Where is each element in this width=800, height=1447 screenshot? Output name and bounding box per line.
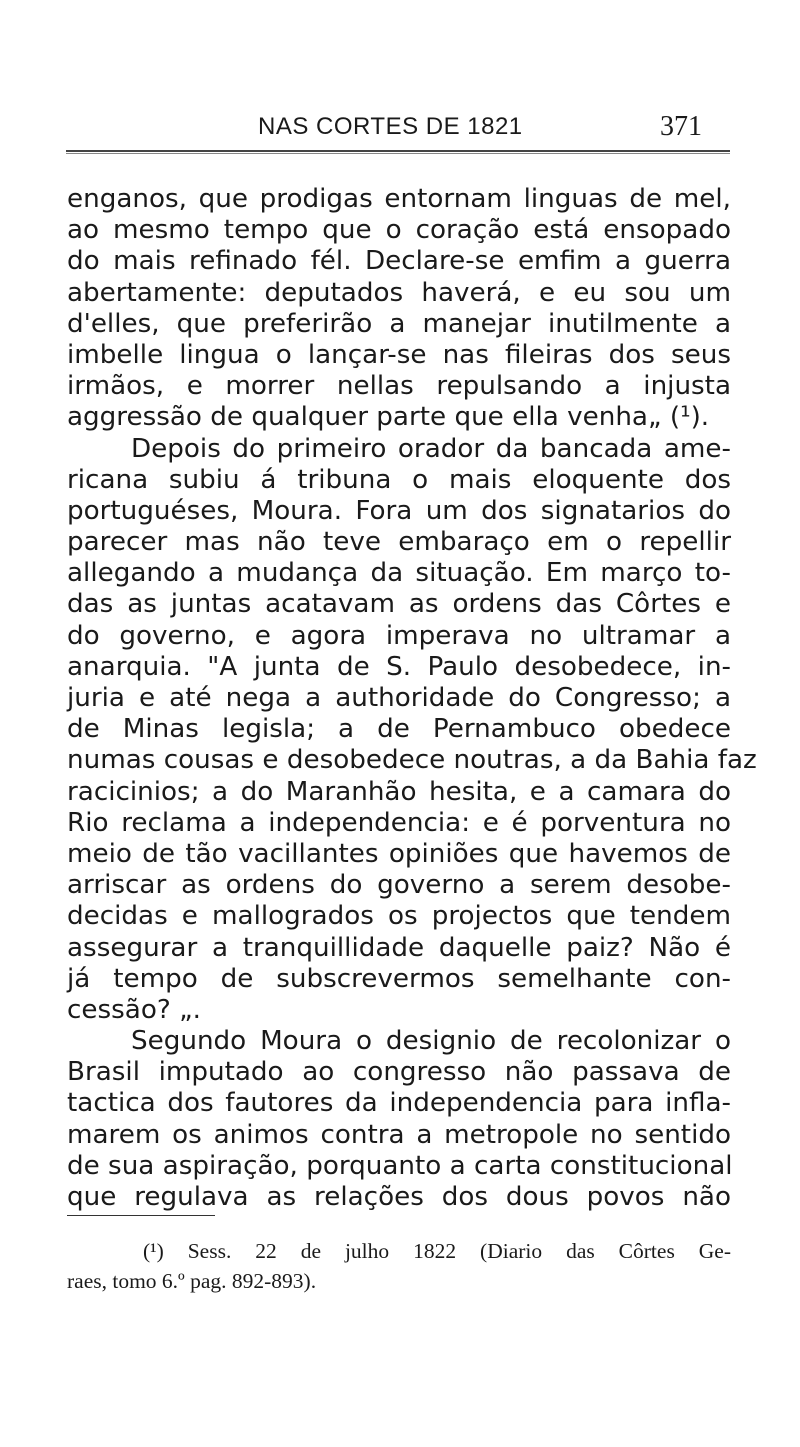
text-line: Depois do primeiro orador da bancada ame- <box>131 433 731 464</box>
text-line: irmãos, e morrer nellas repulsando a injusta <box>67 371 731 402</box>
footnote <box>67 1236 731 1296</box>
text-line: racicinios; a do Maranhão hesita, e a camara do <box>67 776 731 807</box>
running-head <box>66 112 730 146</box>
text-line: numas cousas e desobedece noutras, a da Bahia faz <box>67 745 757 776</box>
text-line: ricana subiu á tribuna o mais eloquente dos <box>67 464 731 495</box>
text-line: cessão? „. <box>67 994 201 1025</box>
text-line: de sua aspiração, porquanto a carta constitucional <box>67 1150 733 1181</box>
footnote-rule <box>67 1215 215 1216</box>
text-line: Rio reclama a independencia: e é porventura no <box>67 807 731 838</box>
text-line: do governo, e agora imperava no ultramar a <box>67 620 731 651</box>
text-line: Brasil imputado ao congresso não passava de <box>67 1057 731 1088</box>
footnote-line: (¹) Sess. 22 de julho 1822 (Diario das Côrtes Ge- <box>143 1239 731 1263</box>
text-line: decidas e mallogrados os projectos que tendem <box>67 901 731 932</box>
text-line: allegando a mudança da situação. Em março to- <box>67 558 731 589</box>
text-line: ao mesmo tempo que o coração está ensopado <box>67 215 731 246</box>
text-line: parecer mas não teve embaraço em o repellir <box>67 527 731 558</box>
text-line: aggressão de qualquer parte que ella venha„ (¹). <box>67 402 710 433</box>
text-line: juria e até nega a authoridade do Congresso; a <box>67 683 731 713</box>
body-text <box>67 184 757 1213</box>
text-line: arriscar as ordens do governo a serem desobe- <box>67 870 731 901</box>
footnote-line: raes, tomo 6.º pag. 892-893). <box>67 1269 317 1293</box>
text-line: Segundo Moura o designio de recolonizar o <box>131 1026 731 1057</box>
text-line: do mais refinado fél. Declare-se emfim a guerra <box>67 246 731 277</box>
text-line: portuguéses, Moura. Fora um dos signatarios do <box>67 495 731 526</box>
text-line: anarquia. "A junta de S. Paulo desobedece, in- <box>67 651 731 682</box>
text-line: tactica dos fautores da independencia para infla- <box>67 1088 731 1119</box>
text-line: enganos, que prodigas entornam linguas de mel, <box>67 184 731 214</box>
text-line: assegurar a tranquillidade daquelle paiz? Não é <box>67 932 731 963</box>
text-line: marem os animos contra a metropole no sentido <box>67 1119 731 1150</box>
text-line: d'elles, que preferirão a manejar inutilmente a <box>67 308 731 339</box>
page-number: 371 <box>660 111 702 142</box>
text-line: que regulava as relações dos dous povos não <box>67 1182 731 1212</box>
running-title: NAS CORTES DE 1821 <box>258 113 523 140</box>
text-line: de Minas legisla; a de Pernambuco obedece <box>67 714 731 745</box>
header-rule <box>66 150 730 154</box>
text-line: abertamente: deputados haverá, e eu sou um <box>67 277 731 308</box>
text-line: já tempo de subscrevermos semelhante con- <box>67 963 731 994</box>
text-line: imbelle lingua o lançar-se nas fileiras dos seus <box>67 339 731 370</box>
text-line: meio de tão vacillantes opiniões que havemos de <box>67 838 731 869</box>
text-line: das as juntas acatavam as ordens das Côrtes e <box>67 589 731 620</box>
